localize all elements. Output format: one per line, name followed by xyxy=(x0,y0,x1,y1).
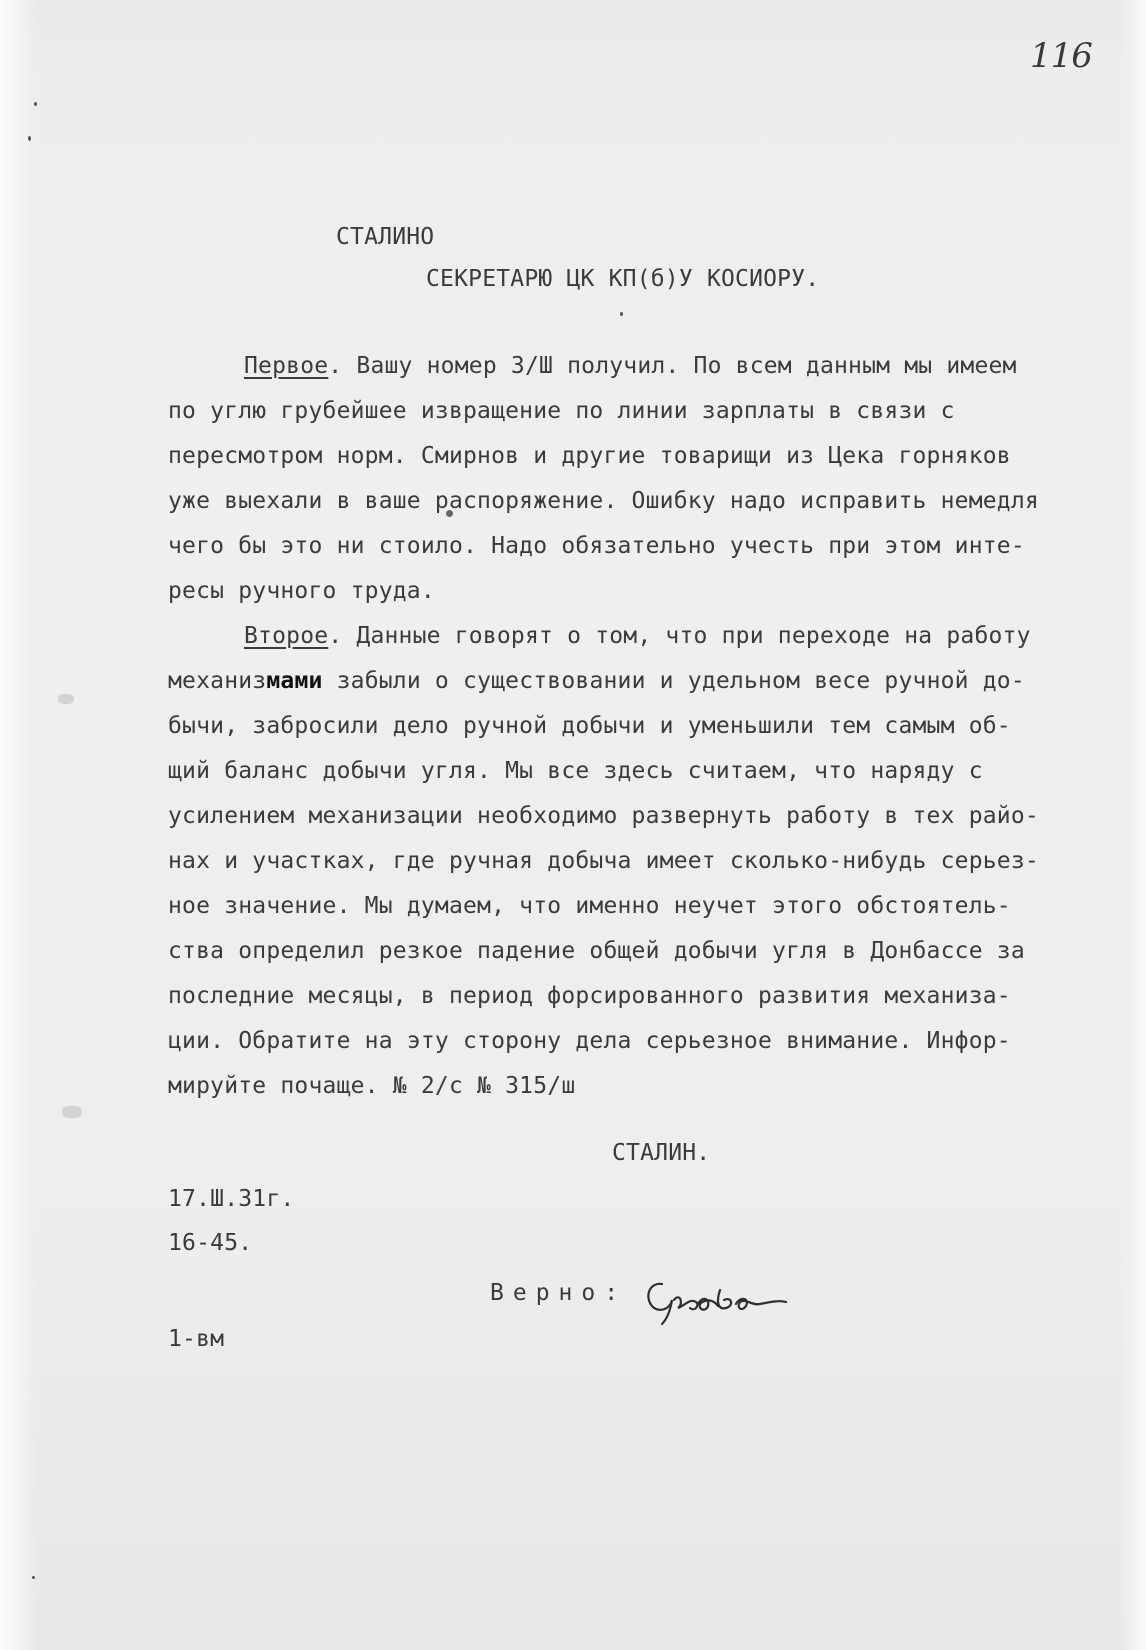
pin-hole xyxy=(62,1106,82,1118)
paragraph-2-line: щий баланс добычи угля. Мы все здесь считаем, что наряду с xyxy=(168,758,983,784)
paragraph-1-lead: Первое xyxy=(244,353,329,379)
paragraph-2-line: ства определил резкое падение общей добычи угля в Донбассе за xyxy=(168,938,1025,964)
folio-number: 116 xyxy=(1030,36,1092,76)
paragraph-1-line: ресы ручного труда. xyxy=(168,578,435,604)
overtyped-correction: мами xyxy=(266,668,323,694)
paragraph-2-line: усилением механизации необходимо развернуть работу в тех райо- xyxy=(168,803,1039,829)
paragraph-1-line: Первое. Вашу номер 3/Ш получил. По всем данным мы имеем xyxy=(244,353,1017,379)
document-time: 16-45. xyxy=(168,1230,253,1256)
paragraph-2-line: последние месяцы, в период форсированного развития механиза- xyxy=(168,983,1011,1009)
paragraph-1-line: по углю грубейшее извращение по линии зарплаты в связи с xyxy=(168,398,955,424)
pin-hole xyxy=(58,694,74,704)
paragraph-2-line: мируйте почаще. № 2/с № 315/ш xyxy=(168,1073,576,1099)
paragraph-2-line: нах и участках, где ручная добыча имеет сколько-нибудь серьез- xyxy=(168,848,1039,874)
paragraph-1-line: чего бы это ни стоило. Надо обязательно учесть при этом инте- xyxy=(168,533,1025,559)
paragraph-2-line: ции. Обратите на эту сторону дела серьезное внимание. Инфор- xyxy=(168,1028,1011,1054)
ink-speck xyxy=(28,136,31,141)
handwritten-signature xyxy=(640,1266,790,1326)
certified-label: Верно: xyxy=(490,1280,628,1306)
letter-body xyxy=(168,344,1108,1109)
address-city: СТАЛИНО xyxy=(336,224,435,250)
typed-signature: СТАЛИН. xyxy=(612,1140,711,1166)
address-recipient: СЕКРЕТАРЮ ЦК КП(б)У КОСИОРУ. xyxy=(426,266,820,292)
ink-speck xyxy=(32,1576,35,1579)
paragraph-2-line: механизмами забыли о существовании и удельном весе ручной до- xyxy=(168,668,1025,694)
paragraph-2-line: ное значение. Мы думаем, что именно неучет этого обстоятель- xyxy=(168,893,1011,919)
paragraph-1-line: пересмотром норм. Смирнов и другие товарищи из Цека горняков xyxy=(168,443,1011,469)
ink-speck xyxy=(620,312,623,316)
paragraph-2-lead: Второе xyxy=(244,623,329,649)
ink-speck xyxy=(34,102,37,106)
paragraph-1-line: уже выехали в ваше распоряжение. Ошибку надо исправить немедля xyxy=(168,488,1039,514)
paragraph-2-line: бычи, забросили дело ручной добычи и уменьшили тем самым об- xyxy=(168,713,1011,739)
paragraph-2-line: Второе. Данные говорят о том, что при переходе на работу xyxy=(244,623,1031,649)
document-date: 17.Ш.31г. xyxy=(168,1186,295,1212)
reference-code: 1-вм xyxy=(168,1326,225,1352)
